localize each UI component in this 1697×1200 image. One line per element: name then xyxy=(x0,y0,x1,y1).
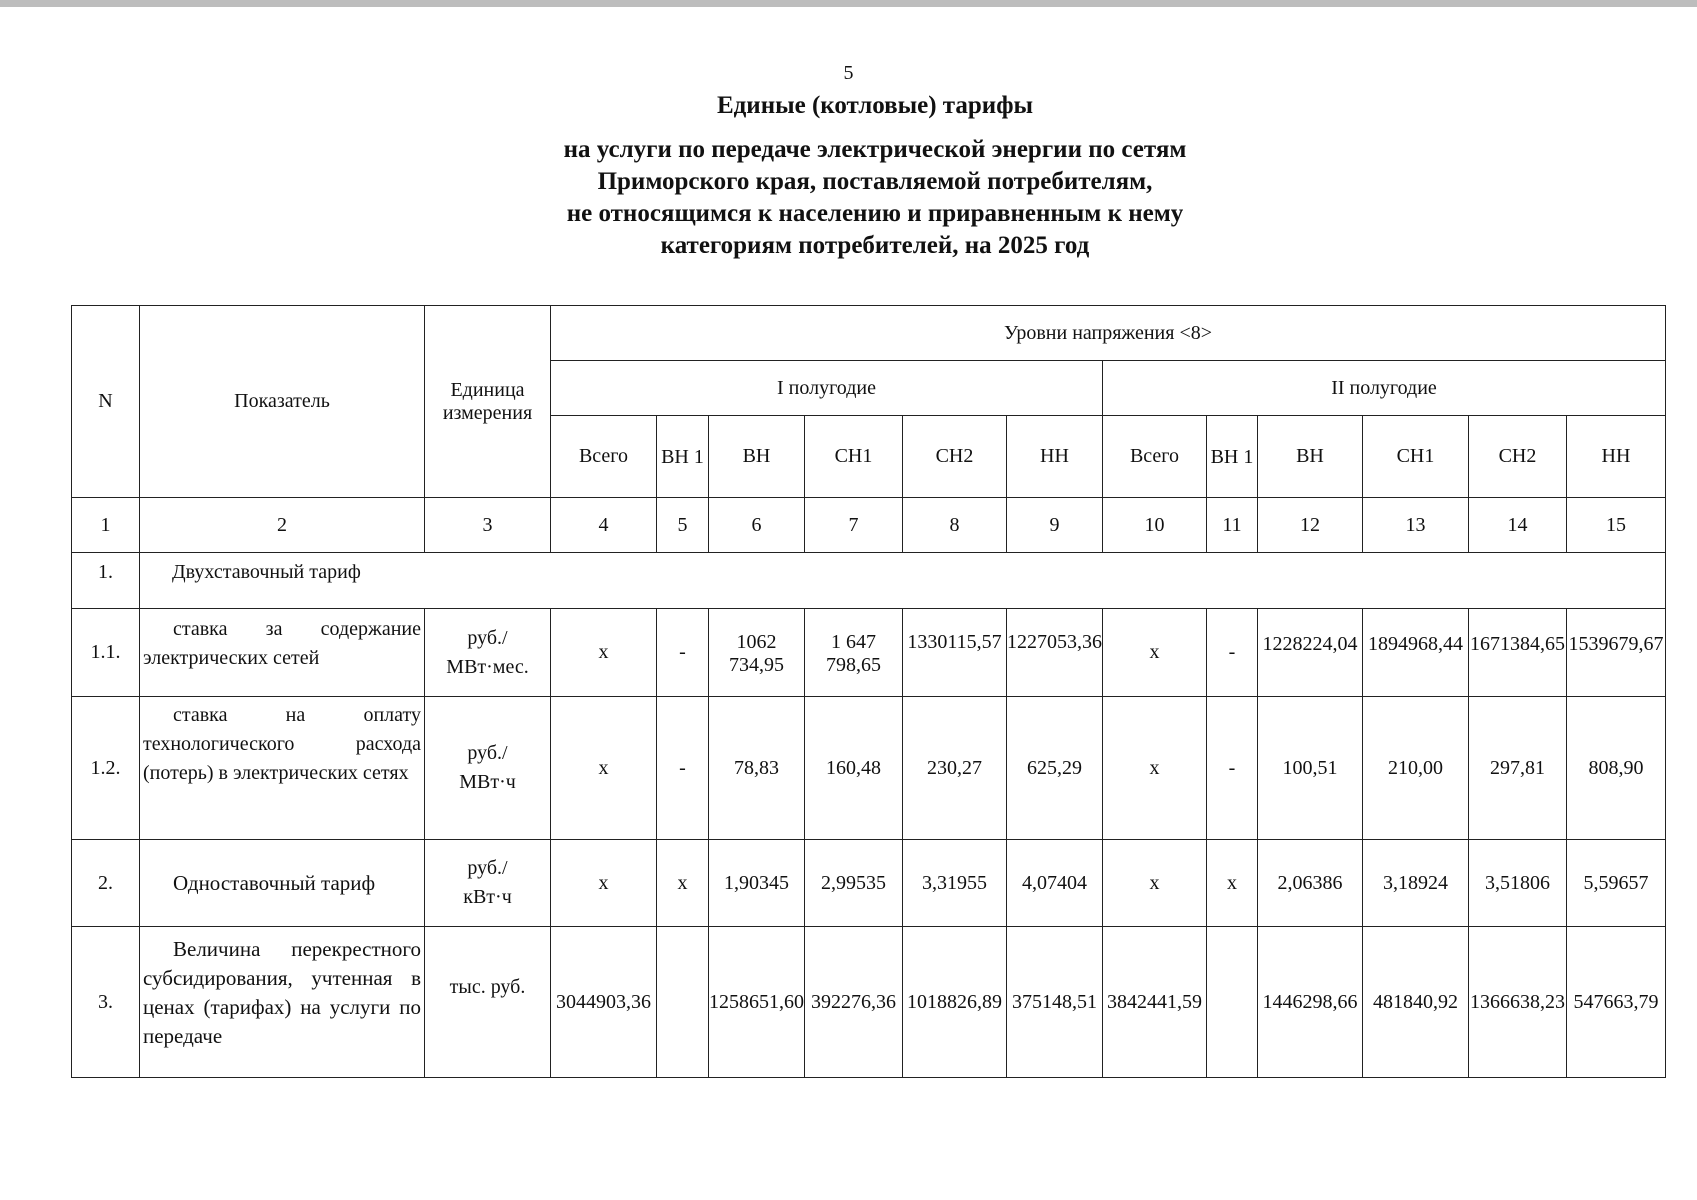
value-cell: х xyxy=(1103,840,1207,927)
tariffs-table xyxy=(71,305,1666,1078)
value-cell: 210,00 xyxy=(1363,697,1469,840)
value-cell: 625,29 xyxy=(1007,697,1103,840)
value-cell: х xyxy=(551,609,657,697)
value-cell: 3,31955 xyxy=(903,840,1007,927)
table-row xyxy=(72,927,1666,1078)
column-number: 15 xyxy=(1567,498,1666,553)
value-cell: 1258651,60 xyxy=(709,927,805,1078)
value-cell: 481840,92 xyxy=(1363,927,1469,1078)
unit-line: руб./ xyxy=(467,742,508,764)
page-number: 5 xyxy=(843,62,854,84)
unit-line: кВт·ч xyxy=(463,886,512,908)
value-cell: 4,07404 xyxy=(1007,840,1103,927)
header-unit: Единица измерения xyxy=(425,306,551,498)
header-half2: II полугодие xyxy=(1103,361,1666,416)
unit-line: руб./ xyxy=(467,626,508,649)
value-cell: 5,59657 xyxy=(1567,840,1666,927)
header-voltage-levels: Уровни напряжения <8> xyxy=(551,306,1666,361)
subtitle-line: Приморского края, поставляемой потребителям, xyxy=(597,168,1153,195)
value-cell: 297,81 xyxy=(1469,697,1567,840)
row-number: 1.2. xyxy=(72,697,140,840)
row-unit xyxy=(425,609,551,697)
unit-line: тыс. руб. xyxy=(449,976,526,998)
header-n: N xyxy=(72,306,140,498)
row-number: 3. xyxy=(72,927,140,1078)
column-number: 4 xyxy=(551,498,657,553)
value-cell: 2,06386 xyxy=(1258,840,1363,927)
header-sn2: СН2 xyxy=(1469,416,1567,498)
value-cell: х xyxy=(1103,697,1207,840)
value-cell: 3,18924 xyxy=(1363,840,1469,927)
value-cell: 1894968,44 xyxy=(1363,609,1469,697)
value-cell: 1446298,66 xyxy=(1258,927,1363,1078)
value-cell: - xyxy=(1207,609,1258,697)
row-indicator: ставка на оплату технологического расхода (потерь) в электрических сетях xyxy=(140,697,425,840)
value-cell: 100,51 xyxy=(1258,697,1363,840)
row-indicator xyxy=(140,927,425,1078)
value-cell: - xyxy=(657,697,709,840)
value-cell: - xyxy=(657,609,709,697)
value-cell: 1 647 798,65 xyxy=(805,609,903,697)
value-cell: х xyxy=(551,697,657,840)
row-number: 1. xyxy=(72,553,140,609)
row-unit xyxy=(425,697,551,840)
header-row xyxy=(72,306,1666,361)
column-number: 3 xyxy=(425,498,551,553)
section-row xyxy=(72,553,1666,609)
column-number: 2 xyxy=(140,498,425,553)
value-cell: 808,90 xyxy=(1567,697,1666,840)
column-number: 10 xyxy=(1103,498,1207,553)
value-cell xyxy=(657,927,709,1078)
column-numbers-row xyxy=(72,498,1666,553)
table-row xyxy=(72,697,1666,840)
value-cell: х xyxy=(1103,609,1207,697)
header-half1: I полугодие xyxy=(551,361,1103,416)
value-cell: 1330115,57 xyxy=(903,609,1007,697)
value-cell: 1062 734,95 xyxy=(709,609,805,697)
row-indicator: ставка за содержание электрических сетей xyxy=(140,609,425,697)
row-indicator: Одноставочный тариф xyxy=(140,840,425,927)
value-cell: 230,27 xyxy=(903,697,1007,840)
header-vn: ВН xyxy=(1258,416,1363,498)
unit-line: МВт·ч xyxy=(459,771,516,793)
value-cell: 1227053,36 xyxy=(1007,609,1103,697)
column-number: 11 xyxy=(1207,498,1258,553)
value-cell: 3842441,59 xyxy=(1103,927,1207,1078)
value-cell: - xyxy=(1207,697,1258,840)
value-cell: х xyxy=(657,840,709,927)
header-indicator: Показатель xyxy=(140,306,425,498)
value-cell: х xyxy=(551,840,657,927)
header-vn1: ВН 1 xyxy=(657,416,709,498)
row-unit xyxy=(425,927,551,1078)
header-vn: ВН xyxy=(709,416,805,498)
unit-line: руб./ xyxy=(467,857,508,879)
table-row xyxy=(72,840,1666,927)
header-sn1: СН1 xyxy=(805,416,903,498)
row-indicator-text: Величина перекрестного субсидирования, учтенная в ценах (тарифах) на услуги по передаче xyxy=(143,937,421,1048)
column-number: 6 xyxy=(709,498,805,553)
value-cell: 392276,36 xyxy=(805,927,903,1078)
header-total: Всего xyxy=(1103,416,1207,498)
value-cell: 1539679,67 xyxy=(1567,609,1666,697)
header-sn2: СН2 xyxy=(903,416,1007,498)
column-number: 12 xyxy=(1258,498,1363,553)
column-number: 8 xyxy=(903,498,1007,553)
value-cell: 1228224,04 xyxy=(1258,609,1363,697)
subtitle-line: не относящимся к населению и приравненным к нему xyxy=(566,200,1184,227)
value-cell: 1018826,89 xyxy=(903,927,1007,1078)
column-number: 9 xyxy=(1007,498,1103,553)
column-number: 7 xyxy=(805,498,903,553)
row-unit xyxy=(425,840,551,927)
column-number: 5 xyxy=(657,498,709,553)
value-cell xyxy=(1207,927,1258,1078)
unit-line: МВт·мес. xyxy=(446,655,529,678)
value-cell: 78,83 xyxy=(709,697,805,840)
value-cell: 1,90345 xyxy=(709,840,805,927)
document-subtitle xyxy=(0,134,1697,262)
column-number: 13 xyxy=(1363,498,1469,553)
column-number: 14 xyxy=(1469,498,1567,553)
value-cell: 2,99535 xyxy=(805,840,903,927)
row-number: 2. xyxy=(72,840,140,927)
header-vn1: ВН 1 xyxy=(1207,416,1258,498)
value-cell: 547663,79 xyxy=(1567,927,1666,1078)
value-cell: 3,51806 xyxy=(1469,840,1567,927)
value-cell: 1366638,23 xyxy=(1469,927,1567,1078)
value-cell: 3044903,36 xyxy=(551,927,657,1078)
row-number: 1.1. xyxy=(72,609,140,697)
value-cell: 375148,51 xyxy=(1007,927,1103,1078)
value-cell: 160,48 xyxy=(805,697,903,840)
scan-top-edge xyxy=(0,0,1697,7)
document-title: Единые (котловые) тарифы xyxy=(716,92,1034,119)
subtitle-line: на услуги по передаче электрической энергии по сетям xyxy=(563,136,1187,163)
value-cell: 1671384,65 xyxy=(1469,609,1567,697)
subtitle-line: категориям потребителей, на 2025 год xyxy=(660,232,1090,259)
header-sn1: СН1 xyxy=(1363,416,1469,498)
header-total: Всего xyxy=(551,416,657,498)
table-row xyxy=(72,609,1666,697)
header-nn: НН xyxy=(1567,416,1666,498)
header-nn: НН xyxy=(1007,416,1103,498)
value-cell: х xyxy=(1207,840,1258,927)
column-number: 1 xyxy=(72,498,140,553)
section-title: Двухставочный тариф xyxy=(140,553,1666,609)
